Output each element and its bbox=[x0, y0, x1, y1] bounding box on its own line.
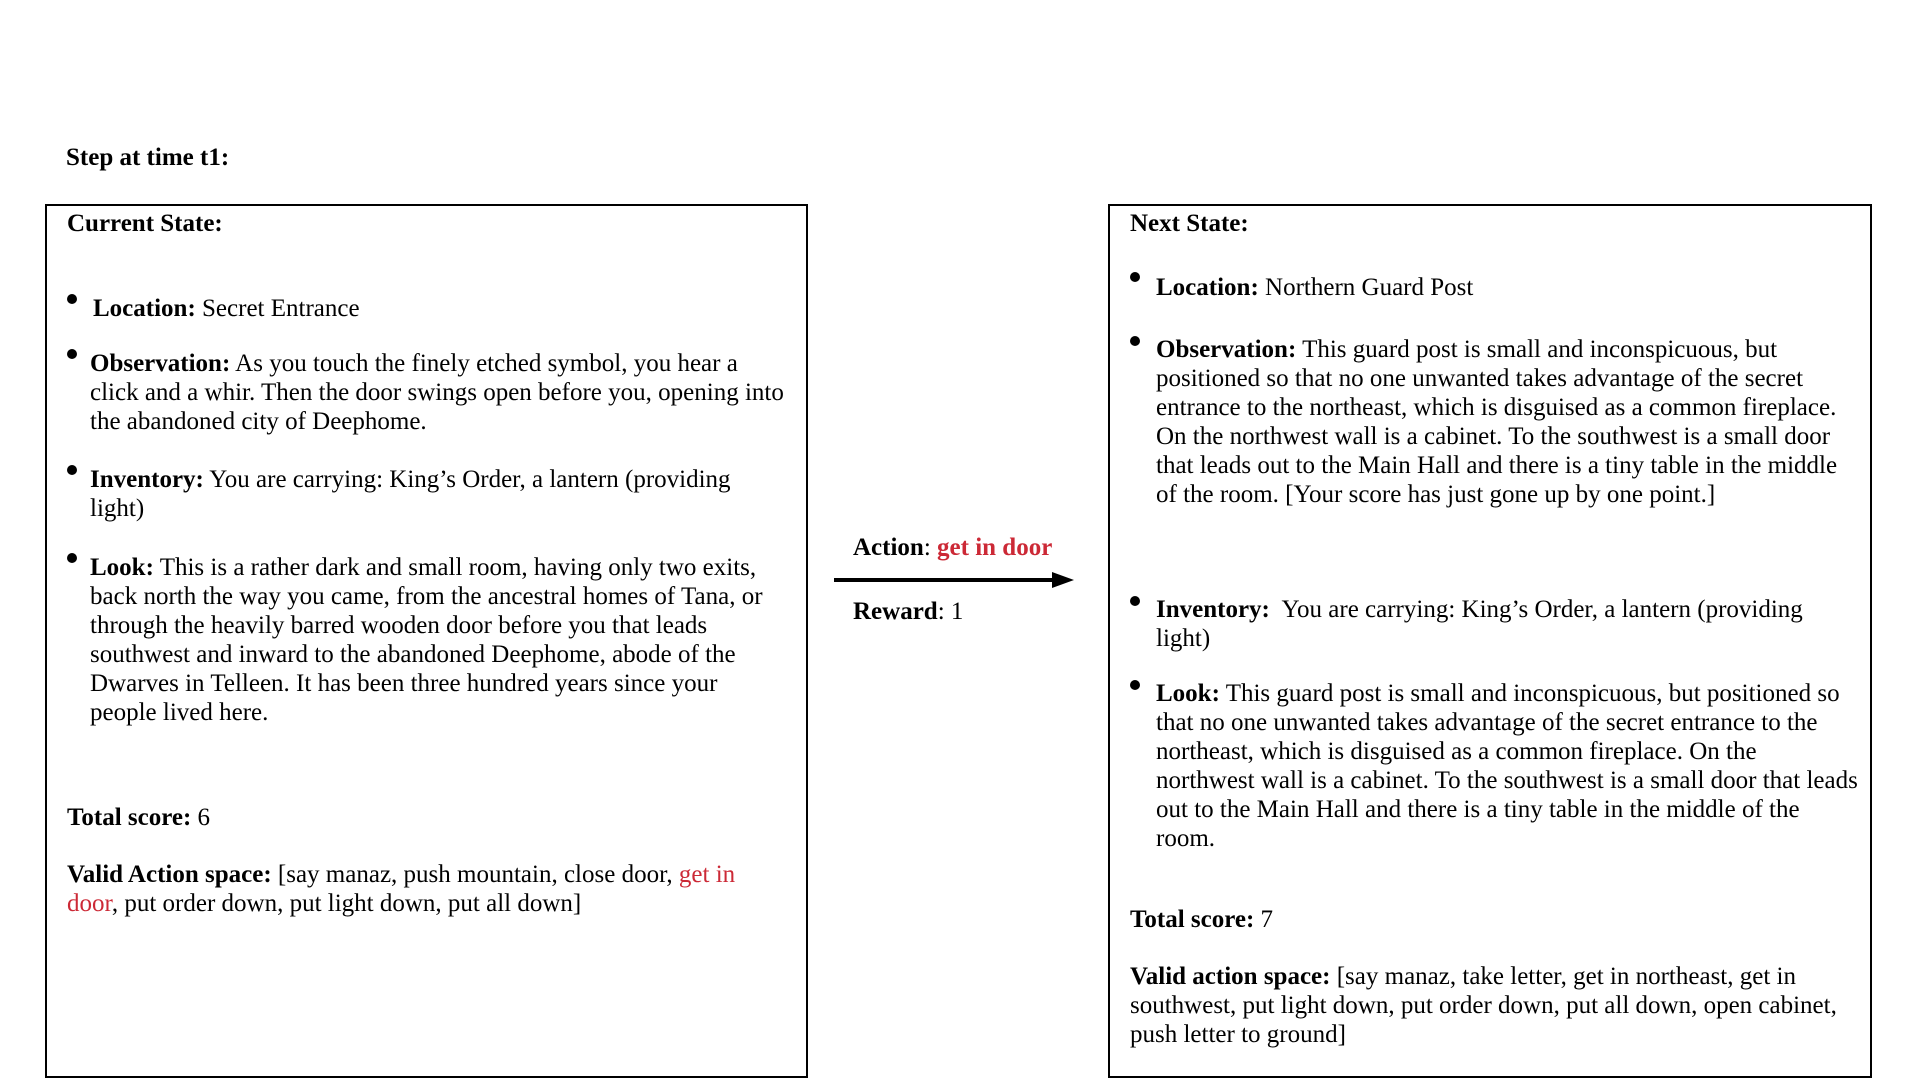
current-location-label: Location: bbox=[93, 295, 196, 322]
bullet-icon bbox=[67, 465, 77, 475]
bullet-icon bbox=[67, 294, 77, 304]
reward-label-text: Reward bbox=[853, 598, 938, 625]
current-inventory-value: You are carrying: King’s Order, a lantern (providing light) bbox=[90, 466, 731, 522]
next-valid-actions-label: Valid action space: bbox=[1130, 963, 1331, 990]
next-inventory-label: Inventory: bbox=[1156, 596, 1270, 623]
next-location bbox=[1156, 273, 1861, 302]
next-state-heading: Next State: bbox=[1130, 210, 1249, 237]
next-inventory bbox=[1156, 595, 1861, 653]
step-title: Step at time t1: bbox=[66, 144, 230, 171]
next-look-label: Look: bbox=[1156, 680, 1220, 707]
next-location-label: Location: bbox=[1156, 274, 1259, 301]
current-valid-actions bbox=[67, 860, 792, 918]
next-valid-actions bbox=[1130, 962, 1855, 1049]
current-look-label: Look: bbox=[90, 554, 154, 581]
bullet-icon bbox=[67, 553, 77, 563]
current-valid-actions-after: , put order down, put light down, put all down] bbox=[111, 890, 582, 917]
next-observation-value: This guard post is small and inconspicuous, but positioned so that no one unwanted takes advantage of the secret entrance to the northeast, which is disguised as a common fireplace. On the northwest wall is a cabinet. To the southwest is a small door that leads out to the Main Hall and there is a tiny table in the middle of the room. [Your score has just gone up by one point.] bbox=[1156, 336, 1838, 508]
bullet-icon bbox=[1130, 680, 1140, 690]
next-state-box bbox=[1108, 204, 1872, 1078]
current-location bbox=[93, 294, 793, 323]
current-total-score-label: Total score: bbox=[67, 804, 192, 831]
next-total-score-value: 7 bbox=[1260, 906, 1274, 933]
bullet-icon bbox=[1130, 336, 1140, 346]
action-label: Action: get in door bbox=[853, 534, 1053, 561]
current-valid-actions-before: [say manaz, push mountain, close door, bbox=[277, 861, 673, 888]
next-inventory-value: You are carrying: King’s Order, a lantern (providing light) bbox=[1156, 596, 1803, 652]
current-observation-value: As you touch the finely etched symbol, you hear a click and a whir. Then the door swings open before you, opening into the abandoned city of Deephome. bbox=[90, 350, 784, 435]
current-state-heading: Current State: bbox=[67, 210, 223, 237]
next-observation-label: Observation: bbox=[1156, 336, 1297, 363]
transition-arrow-icon bbox=[834, 568, 1084, 592]
current-look bbox=[90, 553, 790, 727]
next-look-value: This guard post is small and inconspicuous, but positioned so that no one unwanted takes advantage of the secret entrance to the northeast, which is disguised as a common fireplace. On the northwest wall is a cabinet. To the southwest is a small door that leads out to the Main Hall and there is a tiny table in the middle of the room. bbox=[1156, 680, 1858, 852]
current-total-score bbox=[67, 803, 210, 832]
current-observation bbox=[90, 349, 790, 436]
next-location-value: Northern Guard Post bbox=[1265, 274, 1474, 301]
bullet-icon bbox=[67, 349, 77, 359]
bullet-icon bbox=[1130, 272, 1140, 282]
next-valid-actions-value: [say manaz, take letter, get in northeast, get in southwest, put light down, put order down, put all down, open cabinet, push letter to ground] bbox=[1130, 963, 1837, 1048]
next-total-score-label: Total score: bbox=[1130, 906, 1255, 933]
next-observation bbox=[1156, 335, 1861, 509]
current-valid-actions-label: Valid Action space: bbox=[67, 861, 272, 888]
current-total-score-value: 6 bbox=[197, 804, 211, 831]
current-valid-actions-highlight: get in door bbox=[67, 861, 736, 917]
action-value: get in door bbox=[937, 534, 1053, 561]
current-observation-label: Observation: bbox=[90, 350, 231, 377]
current-inventory-label: Inventory: bbox=[90, 466, 204, 493]
current-state-box bbox=[45, 204, 808, 1078]
next-look bbox=[1156, 679, 1861, 853]
bullet-icon bbox=[1130, 596, 1140, 606]
current-inventory bbox=[90, 465, 790, 523]
reward-label: Reward: 1 bbox=[853, 598, 964, 625]
current-location-value: Secret Entrance bbox=[202, 295, 360, 322]
reward-value: 1 bbox=[950, 598, 964, 625]
action-label-text: Action bbox=[853, 534, 924, 561]
next-total-score bbox=[1130, 905, 1273, 934]
current-look-value: This is a rather dark and small room, having only two exits, back north the way you came, from the ancestral homes of Tana, or through the heavily barred wooden door before you that leads southwest and inward to the abandoned Deephome, abode of the Dwarves in Telleen. It has been three hundred years since your people lived here. bbox=[90, 554, 763, 726]
